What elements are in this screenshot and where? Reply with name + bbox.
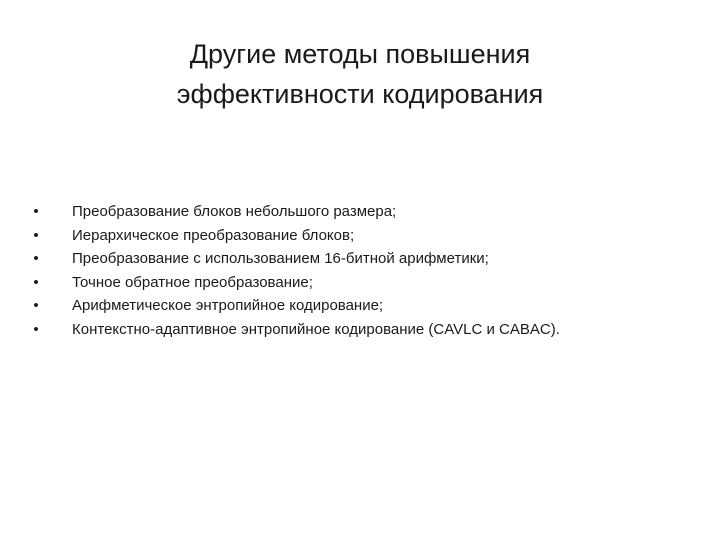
bullet-item bbox=[30, 224, 700, 248]
bullet-dot-icon: • bbox=[33, 226, 39, 244]
bullet-dot-icon: • bbox=[33, 320, 39, 338]
bullet-item bbox=[30, 271, 700, 295]
bullet-list bbox=[30, 200, 700, 342]
bullet-dot-icon: • bbox=[33, 250, 39, 268]
title-line: Другие методы повышения bbox=[189, 39, 531, 69]
bullet-text: Арифметическое энтропийное кодирование; bbox=[72, 297, 384, 315]
bullet-text: Преобразование с использованием 16-битной арифметики; bbox=[72, 250, 489, 268]
bullet-dot-icon: • bbox=[33, 203, 39, 220]
bullet-text: Контекстно-адаптивное энтропийное кодирование (CAVLC и CABAC). bbox=[72, 320, 560, 338]
bullet-text: Точное обратное преобразование; bbox=[72, 273, 313, 291]
bullet-item bbox=[30, 247, 700, 271]
bullet-item bbox=[30, 200, 700, 224]
bullet-text: Иерархическое преобразование блоков; bbox=[72, 226, 355, 244]
bullet-dot-icon: • bbox=[33, 273, 39, 291]
title-line: эффективности кодирования bbox=[176, 79, 544, 109]
bullet-dot-icon: • bbox=[33, 297, 39, 315]
bullet-item bbox=[30, 294, 700, 318]
bullet-item bbox=[30, 318, 700, 342]
bullet-text: Преобразование блоков небольшого размера; bbox=[72, 203, 397, 220]
slide-title bbox=[60, 34, 660, 114]
